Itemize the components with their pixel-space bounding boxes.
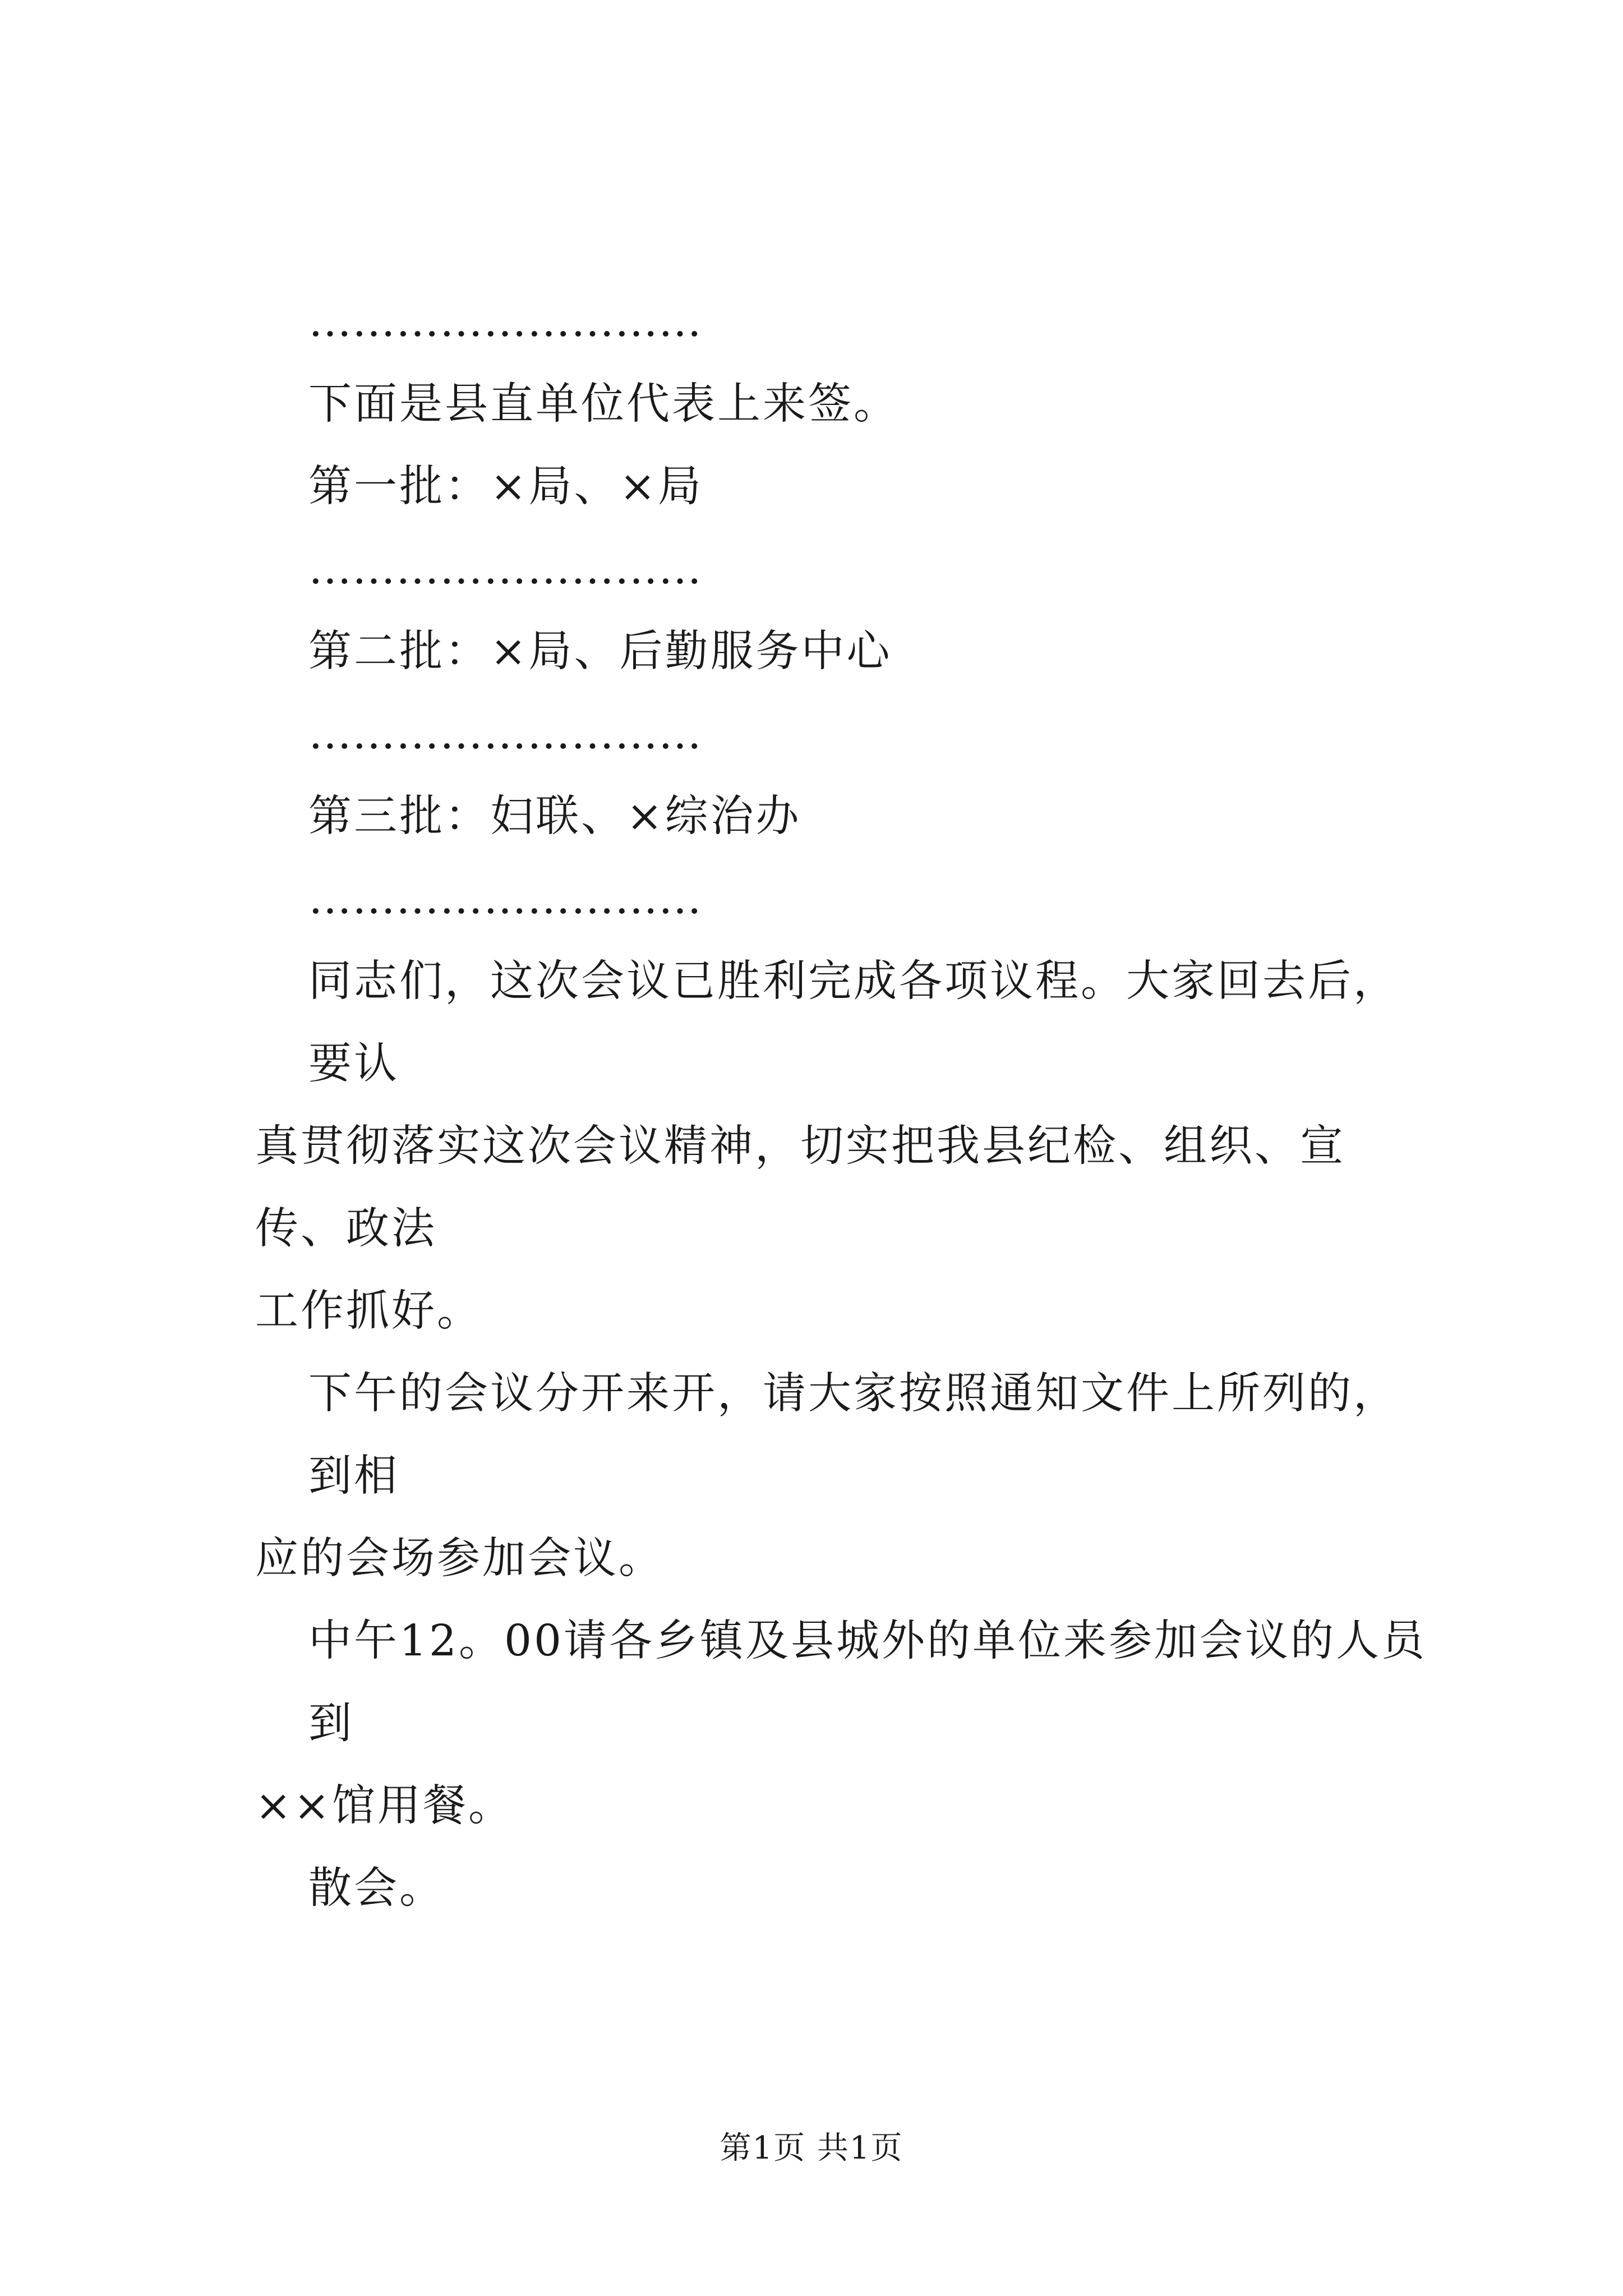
afternoon-line-1: 下午的会议分开来开，请大家按照通知文件上所列的，到相 [308,1369,1399,1501]
signing-intro: 下面是县直单位代表上来签。 [308,379,899,429]
page-footer: 第1页 共1页 [720,2130,903,2166]
ellipsis-line: ……………………… [308,874,702,924]
conclusion-line-2: 真贯彻落实这次会议精神，切实把我县纪检、组织、宣传、政法 [255,1121,1345,1254]
conclusion-line-3: 工作抓好。 [255,1286,482,1336]
lunch-line-2: ××馆用餐。 [255,1781,514,1831]
ellipsis-line: ……………………… [308,709,702,759]
batch-2: 第二批：×局、后勤服务中心 [308,627,892,677]
conclusion-line-1: 同志们，这次会议已胜利完成各项议程。大家回去后，要认 [308,956,1399,1089]
batch-1: 第一批：×局、×局 [308,462,704,512]
ellipsis-line: ……………………… [308,297,702,347]
lunch-paragraph [255,1600,1427,1847]
lunch-line-1: 中午12。00请各乡镇及县城外的单位来参加会议的人员到 [308,1616,1427,1749]
afternoon-line-2: 应的会场参加会议。 [255,1534,664,1584]
closing-line: 散会。 [308,1864,445,1913]
batch-3: 第三批：妇联、×综治办 [308,792,801,841]
conclusion-paragraph [255,940,1427,1352]
document-body [255,280,1427,1930]
ellipsis-line: ……………………… [308,544,702,594]
afternoon-paragraph [255,1352,1427,1600]
